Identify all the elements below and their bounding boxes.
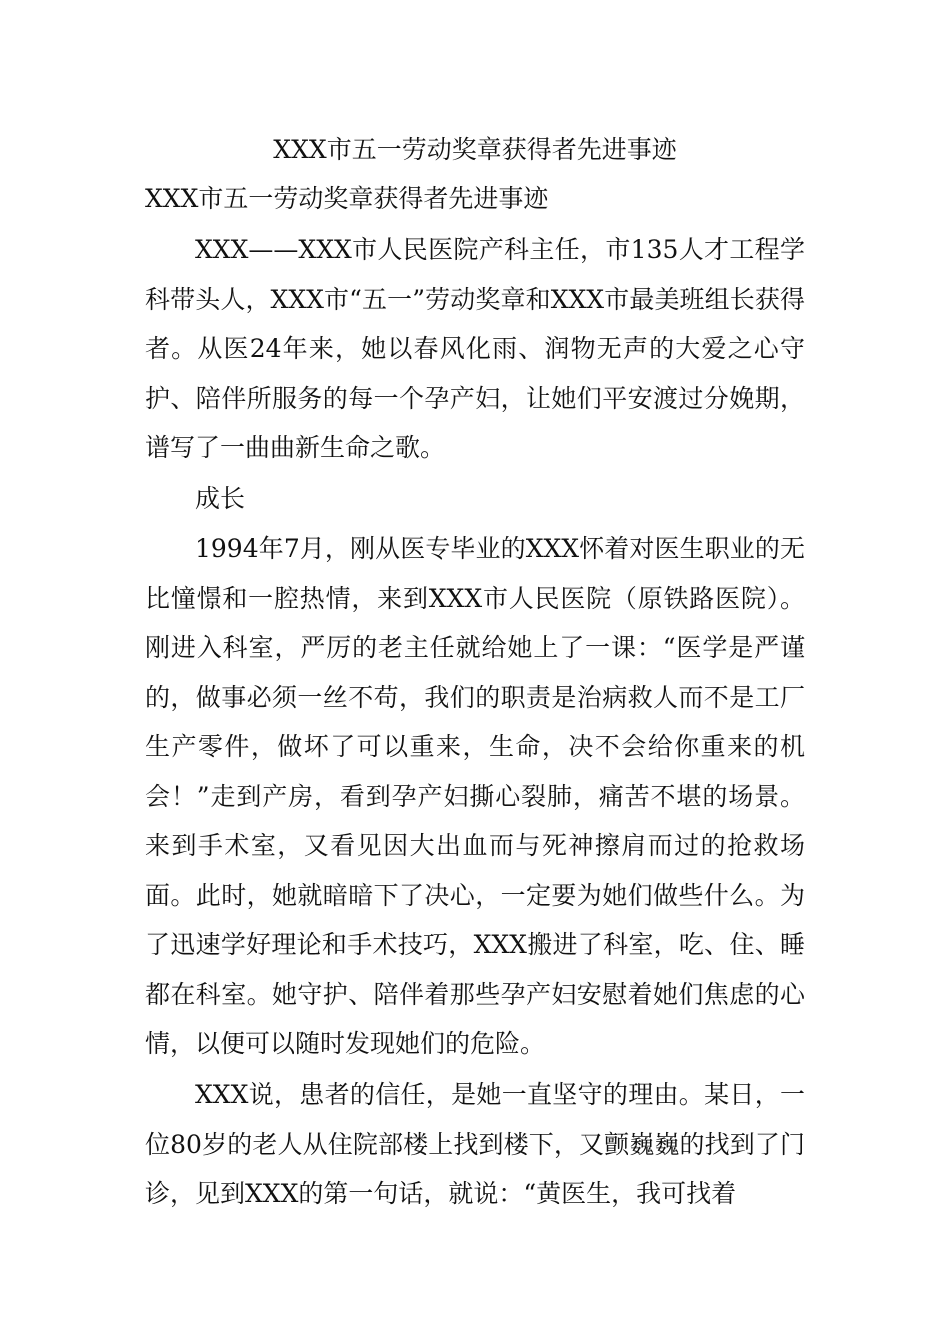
paragraph-growth: 1994年7月，刚从医专毕业的XXX怀着对医生职业的无比憧憬和一腔热情，来到XXX市人民医院（原铁路医院）。刚进入科室，严厉的老主任就给她上了一课：“医学是严谨的，做事必须一丝不苟，我们的职责是治病救人而不是工厂生产零件，做坏了可以重来，生命，决不会给你重来的机会！”走到产房，看到孕产妇撕心裂肺，痛苦不堪的场景。来到手术室，又看见因大出血而与死神擦肩而过的抢救场面。此时，她就暗暗下了决心，一定要为她们做些什么。为了迅速学好理论和手术技巧，XXX搬进了科室，吃、住、睡都在科室。她守护、陪伴着那些孕产妇安慰着她们焦虑的心情，以便可以随时发现她们的危险。 [145,534,805,1058]
document-subtitle: XXX市五一劳动奖章获得者先进事迹 [145,184,549,213]
paragraph-intro: XXX——XXX市人民医院产科主任，市135人才工程学科带头人，XXX市“五一”劳动奖章和XXX市最美班组长获得者。从医24年来，她以春风化雨、润物无声的大爱之心守护、陪伴所服务的每一个孕产妇，让她们平安渡过分娩期，谱写了一曲曲新生命之歌。 [145,235,805,462]
document-title: XXX市五一劳动奖章获得者先进事迹 [273,135,677,164]
paragraph-trust: XXX说，患者的信任，是她一直坚守的理由。某日，一位80岁的老人从住院部楼上找到楼下，又颤巍巍的找到了门诊，见到XXX的第一句话，就说：“黄医生，我可找着 [145,1080,805,1208]
section-heading-growth: 成长 [195,484,246,513]
